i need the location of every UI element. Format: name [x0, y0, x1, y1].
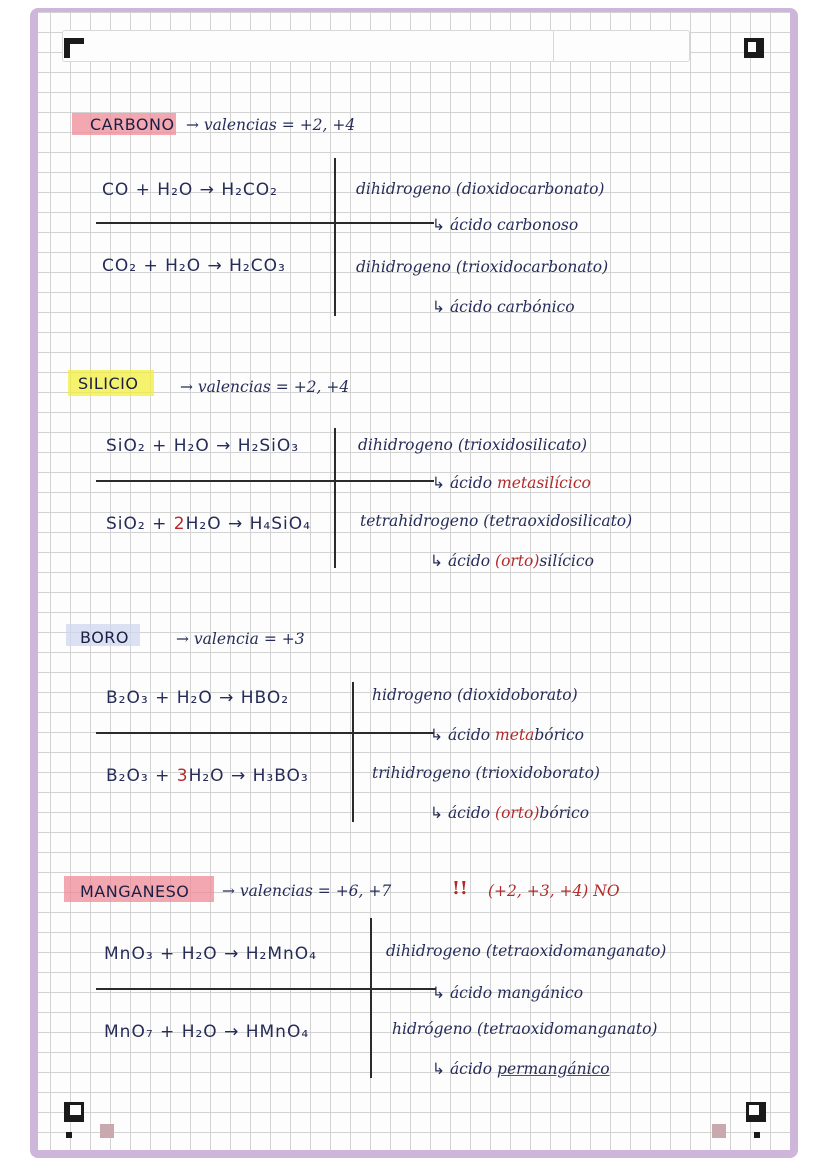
corner-dot	[754, 1132, 760, 1138]
table-horizontal-line	[96, 732, 434, 734]
table-vertical-line	[334, 428, 336, 568]
section-title-manganeso: MANGANESO	[80, 882, 190, 901]
valencias-note: → valencia = +3	[176, 630, 305, 648]
table-vertical-line	[334, 158, 336, 316]
corner-mark-top-right-icon	[744, 38, 764, 58]
systematic-name: dihidrogeno (trioxidocarbonato)	[356, 258, 609, 276]
formula: MnO₇ + H₂O → HMnO₄	[104, 1022, 310, 1042]
systematic-name: trihidrogeno (trioxidoborato)	[372, 764, 600, 782]
systematic-name: dihidrogeno (tetraoxidomanganato)	[386, 942, 667, 960]
corner-dot	[66, 1132, 72, 1138]
section-title-silicio: SILICIO	[78, 374, 139, 393]
systematic-name: hidrógeno (tetraoxidomanganato)	[392, 1020, 658, 1038]
formula: CO₂ + H₂O → H₂CO₃	[102, 256, 286, 276]
traditional-name: ↳ ácido permangánico	[432, 1060, 610, 1078]
formula: MnO₃ + H₂O → H₂MnO₄	[104, 944, 317, 964]
corner-mark-bottom-right-icon	[746, 1102, 766, 1122]
valencias-note: → valencias = +2, +4	[180, 378, 350, 396]
traditional-name: ↳ ácido metabórico	[430, 726, 584, 744]
corner-mark-top-left-icon	[64, 38, 84, 58]
systematic-name: tetrahidrogeno (tetraoxidosilicato)	[360, 512, 633, 530]
table-horizontal-line	[96, 480, 434, 482]
systematic-name: dihidrogeno (dioxidocarbonato)	[356, 180, 605, 198]
formula: B₂O₃ + 3H₂O → H₃BO₃	[106, 766, 309, 786]
page-tab-marker	[712, 1124, 726, 1138]
table-horizontal-line	[96, 988, 436, 990]
formula: B₂O₃ + H₂O → HBO₂	[106, 688, 290, 708]
section-title-carbono: CARBONO	[90, 115, 175, 134]
table-vertical-line	[370, 918, 372, 1078]
traditional-name: ↳ ácido (orto)silícico	[430, 552, 594, 570]
corner-mark-bottom-left-icon	[64, 1102, 84, 1122]
traditional-name: ↳ ácido carbonoso	[432, 216, 579, 234]
table-horizontal-line	[96, 222, 434, 224]
table-vertical-line	[352, 682, 354, 822]
valencias-note: → valencias = +6, +7	[222, 882, 392, 900]
page-tab-marker	[100, 1124, 114, 1138]
valencias-note: → valencias = +2, +4	[186, 116, 356, 134]
formula: SiO₂ + H₂O → H₂SiO₃	[106, 436, 300, 456]
header-box	[62, 30, 690, 62]
warning-mark: !!	[452, 878, 468, 899]
invalid-valencias-note: (+2, +3, +4) NO	[488, 882, 620, 900]
traditional-name: ↳ ácido (orto)bórico	[430, 804, 590, 822]
section-title-boro: BORO	[80, 628, 129, 647]
formula: SiO₂ + 2H₂O → H₄SiO₄	[106, 514, 311, 534]
traditional-name: ↳ ácido metasilícico	[432, 474, 591, 492]
systematic-name: dihidrogeno (trioxidosilicato)	[358, 436, 588, 454]
traditional-name: ↳ ácido carbónico	[432, 298, 575, 316]
systematic-name: hidrogeno (dioxidoborato)	[372, 686, 578, 704]
traditional-name: ↳ ácido mangánico	[432, 984, 584, 1002]
formula: CO + H₂O → H₂CO₂	[102, 180, 278, 200]
